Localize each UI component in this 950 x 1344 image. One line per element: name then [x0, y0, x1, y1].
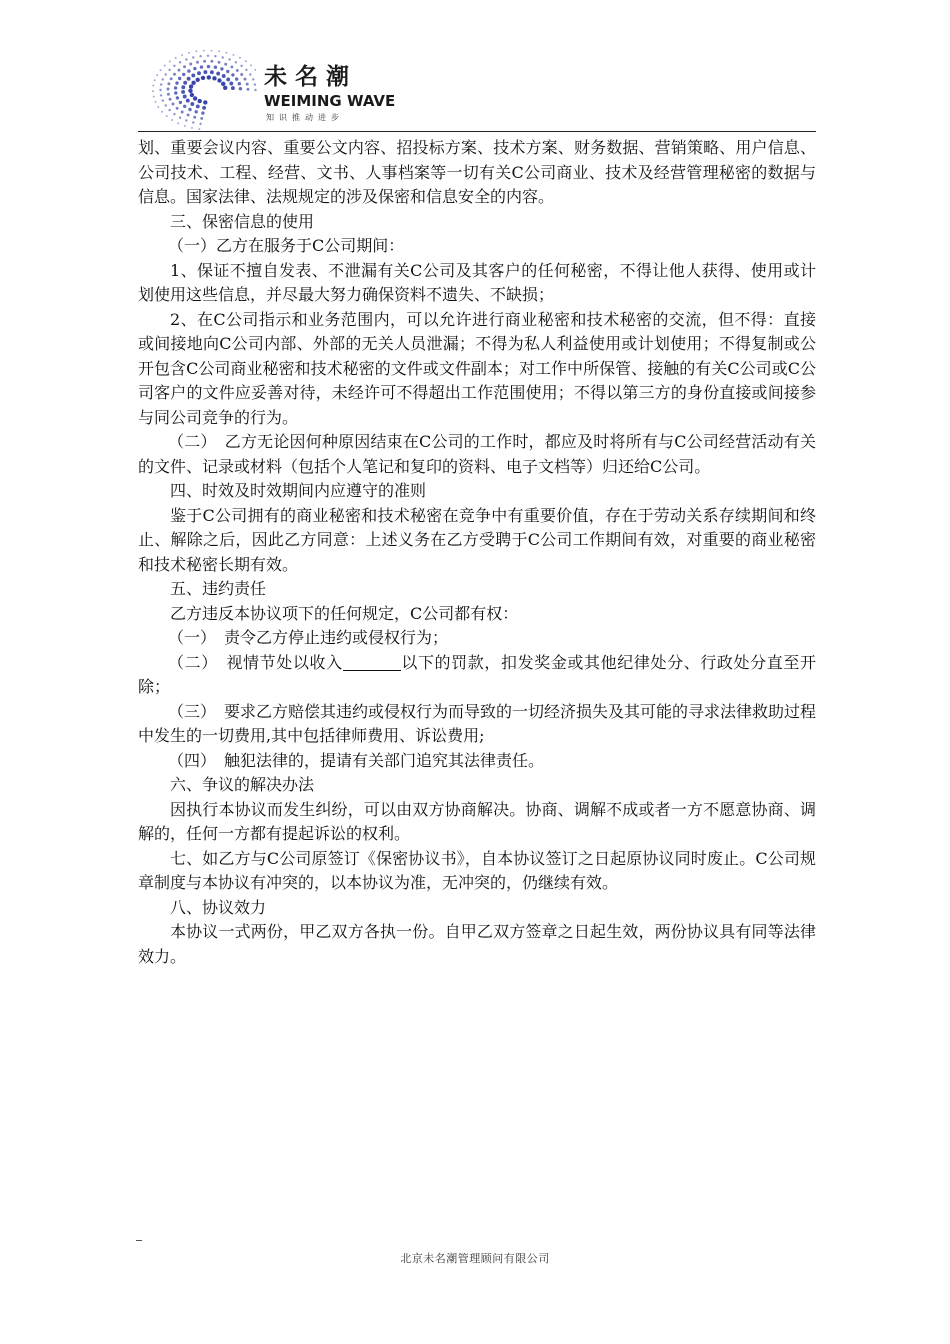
- logo-dot: [214, 66, 217, 69]
- section-heading: 四、时效及时效期间内应遵守的准则: [170, 481, 427, 500]
- logo-dot: [203, 50, 205, 51]
- logo-dot: [220, 67, 223, 70]
- logo-dot: [246, 83, 249, 86]
- logo-dot: [169, 98, 172, 101]
- logo-dot: [193, 67, 196, 70]
- list-item-text: 以下的罚款，扣发奖金或其他纪律处分、行政处分直至开除；: [138, 652, 816, 696]
- logo-dot: [174, 86, 177, 89]
- page-header: [138, 40, 816, 134]
- logo-dot: [171, 119, 173, 121]
- logo-dot: [175, 81, 178, 84]
- logo-dot: [186, 99, 190, 103]
- header-divider: [138, 131, 816, 132]
- logo-dot: [164, 65, 166, 67]
- logo-dot: [188, 52, 190, 54]
- list-item: （四） 触犯法律的，提请有关部门追究其法律责任。: [168, 750, 545, 770]
- logo-dot: [172, 103, 175, 106]
- paragraph: 划、重要会议内容、重要公文内容、招投标方案、技术方案、财务数据、营销策略、用户信息、公司技术、工程、经营、文书、人事档案等一切有关C公司商业、技术及经营管理秘密的数据与信息。国家法律、法规规定的涉及保密和信息安全的内容。: [138, 138, 816, 206]
- logo-dot: [222, 56, 224, 58]
- logo-dot: [156, 74, 158, 76]
- logo-dot: [231, 73, 234, 76]
- logo-dot: [165, 104, 167, 106]
- logo-dot: [161, 111, 163, 113]
- logo-dot: [229, 82, 233, 86]
- logo-dot: [245, 60, 247, 62]
- logo-dot: [207, 55, 209, 57]
- paragraph: 乙方违反本协议项下的任何规定，C公司都有权：: [170, 603, 519, 623]
- logo-dot: [193, 116, 196, 119]
- logo-dot: [168, 69, 170, 71]
- logo-dot: [197, 71, 201, 75]
- logo-dot: [249, 73, 251, 75]
- logo-dot: [252, 78, 254, 80]
- logo-dot: [183, 81, 187, 85]
- logo-dot: [178, 77, 181, 80]
- logo-dot: [235, 61, 237, 63]
- logo-dot: [175, 57, 177, 59]
- logo-dot: [187, 77, 191, 81]
- logo-dot: [154, 79, 156, 81]
- logo-dot: [199, 55, 201, 57]
- logo-dot: [250, 64, 252, 66]
- logo-dot: [222, 74, 226, 78]
- logo-dot: [176, 107, 179, 110]
- logo-dot: [202, 106, 206, 110]
- logo-dot: [152, 85, 154, 87]
- logo-dot: [183, 65, 186, 68]
- logo-dot: [210, 60, 213, 63]
- logo-dot: [201, 111, 204, 114]
- logo-dot: [191, 73, 195, 77]
- logo-dot: [174, 91, 177, 94]
- logo-dot: [152, 90, 154, 92]
- logo-dot: [189, 63, 192, 66]
- logo-dot: [218, 61, 221, 64]
- logo-dot: [207, 75, 211, 79]
- logo-dot: [178, 69, 181, 72]
- logo-dot: [160, 83, 162, 85]
- list-item: [138, 651, 816, 700]
- logo-dot: [165, 73, 167, 75]
- logo-dot: [187, 69, 190, 72]
- logo-dot: [173, 65, 175, 67]
- section-heading: 五、违约责任: [170, 579, 267, 598]
- logo-dot: [189, 84, 193, 88]
- logo-dot: [200, 117, 203, 120]
- logo-dot: [254, 89, 256, 91]
- logo-dot: [195, 50, 197, 52]
- logo-dot: [169, 61, 171, 63]
- logo-dot: [235, 77, 238, 80]
- logo-dot: [201, 76, 205, 80]
- section-heading: 三、保密信息的使用: [170, 211, 315, 231]
- logo-dot: [179, 101, 182, 104]
- logo-dot: [159, 89, 161, 91]
- logo-dot: [199, 123, 201, 125]
- logo-dot: [162, 78, 164, 80]
- logo-dot: [198, 99, 202, 103]
- logo-dot: [167, 88, 170, 91]
- page-footer: 北京未名潮管理顾问有限公司: [400, 1252, 550, 1265]
- logo-dot: [181, 111, 184, 114]
- logo-dot: [244, 78, 247, 81]
- logo-dot: [179, 61, 181, 63]
- logo-dot: [210, 70, 214, 74]
- logo-dot: [239, 87, 242, 90]
- logo-dot: [240, 73, 243, 76]
- paragraph: 七、如乙方与C公司原签订《保密协议书》，自本协议签订之日起原协议同时废止。C公司规章制度与本协议有冲突的，以本协议为准，无冲突的，仍继续有效。: [138, 848, 816, 892]
- logo-dot: [228, 58, 230, 60]
- logo-dot: [187, 114, 190, 117]
- list-item: （三） 要求乙方赔偿其违约或侵权行为而导致的一切经济损失及其可能的寻求法律救助过程中发生的一切费用,其中包括律师费用、诉讼费用;: [138, 701, 817, 745]
- logo-dot: [254, 69, 256, 71]
- logo-dot: [216, 72, 220, 76]
- logo-dot: [182, 73, 185, 76]
- logo-dot: [223, 86, 227, 90]
- paragraph: （二） 乙方无论因何种原因结束在C公司的工作时，都应及时将所有与C公司经营活动有关的文件、记录或材料（包括个人笔记和复印的资料、电子文档等）归还给C公司。: [138, 432, 816, 476]
- logo-dot: [211, 50, 213, 51]
- logo-dot: [168, 109, 170, 111]
- section-heading: 六、争议的解决办法: [170, 775, 315, 794]
- logo-dot: [225, 52, 227, 54]
- logo-dot: [162, 99, 164, 101]
- logo-dot: [188, 89, 192, 93]
- logo-dot: [238, 82, 241, 85]
- logo-dot: [192, 56, 194, 58]
- logo-dot: [224, 63, 227, 66]
- logo-dot: [170, 77, 173, 80]
- logo-dot: [181, 90, 185, 94]
- wave-logo-icon: [146, 50, 258, 130]
- logo-dot: [196, 78, 200, 82]
- logo-dot: [160, 69, 162, 71]
- logo-dot: [231, 86, 235, 90]
- logo-dot: [183, 95, 187, 99]
- logo-dot: [193, 96, 197, 100]
- logo-dot: [190, 102, 194, 106]
- logo-dot: [196, 61, 199, 64]
- footer-mark: [136, 1240, 142, 1241]
- logo-dot: [218, 50, 220, 52]
- logo-dot: [207, 65, 210, 68]
- paragraph: 因执行本协议而发生纠纷，可以由双方协商解决。协商、调解不成或者一方不愿意协商、调解的，任何一方都有提起诉讼的权利。: [138, 799, 816, 843]
- logo-dot: [203, 60, 206, 63]
- logo-dot: [181, 85, 185, 89]
- logo-dot: [232, 54, 234, 56]
- brand-name-en: WEIMING WAVE: [264, 92, 396, 110]
- logo-dot: [203, 100, 207, 104]
- logo-dot: [153, 96, 155, 98]
- logo-dot: [176, 96, 179, 99]
- logo-dot: [191, 127, 193, 129]
- logo-dot: [254, 83, 256, 85]
- logo-dot: [195, 110, 198, 113]
- paragraph: 鉴于C公司拥有的商业秘密和技术秘密在竞争中有重要价值，存在于劳动关系存续期间和终止、解除之后，因此乙方同意：上述义务在乙方受聘于C公司工作期间有效，对重要的商业秘密和技术秘密长期有效。: [138, 505, 816, 574]
- logo-dot: [240, 65, 242, 67]
- logo-dot: [167, 82, 170, 85]
- logo-dot: [247, 88, 250, 91]
- logo-dot: [214, 55, 216, 57]
- logo-dot: [236, 69, 239, 72]
- brand-name-cn: 未名潮: [264, 64, 357, 90]
- logo-dot: [173, 113, 175, 115]
- logo-dot: [166, 115, 168, 117]
- section-heading: 八、协议效力: [170, 897, 267, 917]
- logo-dot: [160, 94, 162, 96]
- logo-dot: [177, 122, 179, 124]
- logo-dot: [245, 69, 247, 71]
- logo-dot: [198, 128, 200, 130]
- logo-dot: [200, 65, 203, 68]
- paragraph: 2、在C公司指示和业务范围内，可以允许进行商业秘密和技术秘密的交流，但不得：直接或间接地向C公司内部、外部的无关人员泄漏；不得为私人利益使用或计划使用；不得复制或公开包含C公司商业秘密和技术秘密的文件或文件副本；对工作中所保管、接触的有关C公司或C公司客户的文件应妥善对待，未经许可不得超出工作范围使用；不得以第三方的身份直接或间接参与同公司竞争的行为。: [138, 309, 816, 427]
- logo-dot: [167, 93, 170, 96]
- logo-dot: [155, 101, 157, 103]
- logo-dot: [188, 108, 191, 111]
- logo-dot: [181, 54, 183, 56]
- logo-dot: [179, 117, 181, 119]
- logo-dot: [221, 82, 225, 86]
- logo-dot: [217, 78, 221, 82]
- logo-dot: [185, 58, 187, 60]
- logo-dot: [192, 121, 194, 123]
- logo-dot: [157, 106, 159, 108]
- logo-dot: [184, 125, 186, 127]
- logo-dot: [191, 81, 195, 85]
- logo-dot: [203, 70, 207, 74]
- blank-fill-line: [343, 652, 401, 671]
- list-item-text: （二） 视情节处以收入: [168, 652, 343, 672]
- logo-dot: [212, 76, 216, 80]
- logo-dot: [230, 65, 233, 68]
- logo-dot: [183, 105, 186, 108]
- paragraph: 1、保证不擅自发表、不泄漏有关C公司及其客户的任何秘密，不得让他人获得、使用或计划使用这些信息，并尽最大努力确保资料不遗失、不缺损；: [138, 260, 816, 304]
- brand-tagline: 知识推动进步: [266, 113, 344, 122]
- logo-dot: [196, 104, 200, 108]
- logo-dot: [190, 93, 194, 97]
- document-body: [138, 136, 816, 969]
- logo-dot: [173, 73, 176, 76]
- list-item: （一） 责令乙方停止违约或侵权行为；: [168, 628, 449, 647]
- logo-dot: [226, 70, 229, 73]
- logo-dot: [185, 119, 187, 121]
- paragraph: 本协议一式两份，甲乙双方各执一份。自甲乙双方签章之日起生效，两份协议具有同等法律效力。: [138, 922, 816, 966]
- logo-dot: [239, 57, 241, 59]
- logo-dot: [226, 77, 230, 81]
- subsection-heading: （一）乙方在服务于C公司期间：: [168, 236, 405, 255]
